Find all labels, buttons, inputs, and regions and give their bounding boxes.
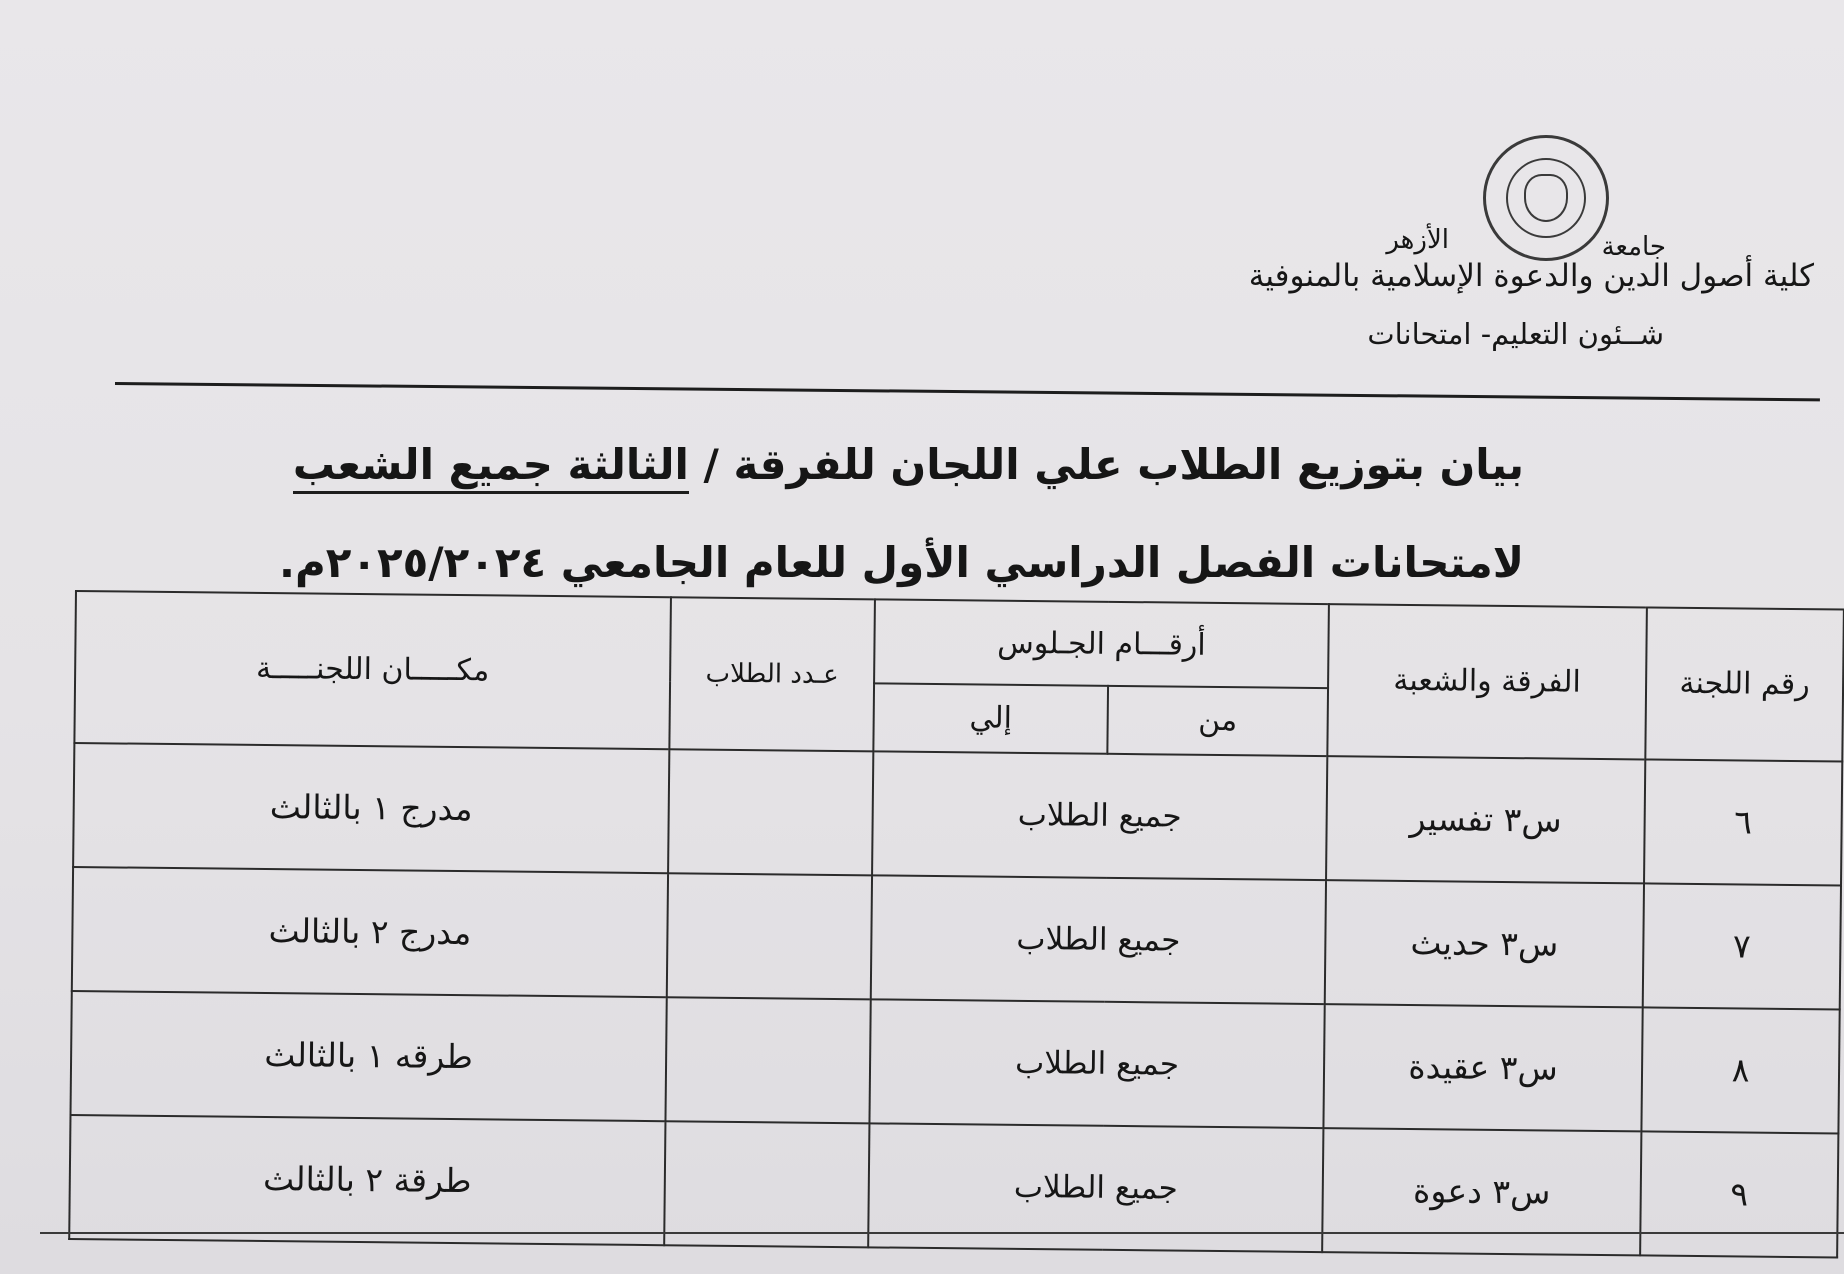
document-title-line-1 xyxy=(293,440,1524,489)
document-title-line-2: لامتحانات الفصل الدراسي الأول للعام الجامعي ٢٠٢٥/٢٠٢٤م. xyxy=(279,538,1524,587)
cell-location: مدرج ٢ بالثالث xyxy=(72,867,668,997)
table-row xyxy=(69,1115,1838,1258)
header-student-count: عـدد الطلاب xyxy=(669,597,875,751)
table-row xyxy=(73,743,1842,886)
table-row xyxy=(72,867,1841,1010)
cell-student-count xyxy=(664,1121,869,1247)
university-word-2: الأزهر xyxy=(1386,225,1449,255)
cell-division: س٣ تفسير xyxy=(1326,756,1645,883)
letterhead xyxy=(1054,135,1814,375)
department-name: شــئون التعليم- امتحانات xyxy=(1367,317,1664,351)
bottom-edge-line xyxy=(40,1232,1844,1234)
cell-location: طرقه ١ بالثالث xyxy=(71,991,667,1121)
cell-committee-no: ٩ xyxy=(1640,1131,1838,1257)
cell-division: س٣ حديث xyxy=(1325,880,1644,1007)
cell-student-count xyxy=(667,873,872,999)
cell-committee-no: ٨ xyxy=(1641,1007,1839,1133)
cell-seats: جميع الطلاب xyxy=(868,1123,1323,1252)
cell-seats: جميع الطلاب xyxy=(872,751,1327,880)
table-row xyxy=(71,991,1840,1134)
cell-division: س٣ عقيدة xyxy=(1323,1004,1642,1131)
header-division: الفرقة والشعبة xyxy=(1327,604,1647,759)
cell-student-count xyxy=(665,997,870,1123)
title-prefix: بيان بتوزيع الطلاب علي اللجان للفرقة / xyxy=(688,440,1524,489)
cell-division: س٣ دعوة xyxy=(1322,1128,1641,1255)
cell-location: مدرج ١ بالثالث xyxy=(73,743,669,873)
header-committee-no: رقم اللجنة xyxy=(1645,607,1844,761)
cell-location: طرقة ٢ بالثالث xyxy=(69,1115,665,1245)
cell-committee-no: ٦ xyxy=(1644,759,1842,885)
header-divider xyxy=(115,382,1820,401)
header-seat-from: من xyxy=(1107,686,1328,756)
cell-student-count xyxy=(668,749,873,875)
cell-seats: جميع الطلاب xyxy=(871,875,1326,1004)
cell-committee-no: ٧ xyxy=(1643,883,1841,1009)
header-seat-numbers: أرقـــام الجـلوس xyxy=(874,599,1329,688)
header-seat-to: إلي xyxy=(873,683,1108,753)
seal-emblem-icon xyxy=(1524,174,1568,222)
header-location: مكـــــان اللجنـــــة xyxy=(74,591,671,749)
university-word-1: جامعة xyxy=(1601,232,1666,262)
committee-distribution-table xyxy=(68,590,1844,1258)
seal-inner-ring xyxy=(1506,158,1586,238)
cell-seats: جميع الطلاب xyxy=(869,999,1324,1128)
university-seal xyxy=(1483,135,1609,261)
title-underlined: الثالثة جميع الشعب xyxy=(293,440,689,494)
faculty-name: كلية أصول الدين والدعوة الإسلامية بالمنوفية xyxy=(1248,258,1814,294)
